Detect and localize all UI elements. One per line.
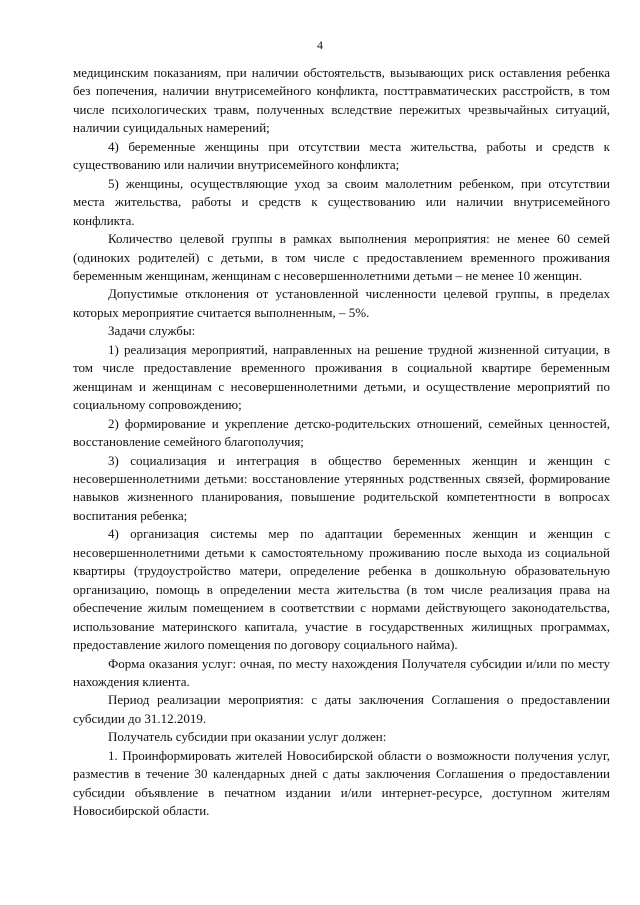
page-number: 4	[317, 38, 323, 52]
paragraph: 1. Проинформировать жителей Новосибирской области о возможности получения услуг, разместив в течение 30 календарных дней с даты заключения Соглашения о предоставлении субсидии объявление в печатном издании и/или интернет-ресурсе, доступном жителям Новосибирской области.	[73, 747, 610, 819]
paragraph: Допустимые отклонения от установленной численности целевой группы, в пределах которых мероприятие считается выполненным, – 5%.	[73, 286, 610, 320]
paragraph: 2) формирование и укрепление детско-родительских отношений, семейных ценностей, восстановление семейного благополучия;	[73, 415, 610, 450]
paragraph: медицинским показаниям, при наличии обстоятельств, вызывающих риск оставления ребенка без попечения, наличии внутрисемейного конфликта, посттравматических расстройств, в том числе психологических травм, полученных вследствие пережитых чрезвычайных ситуаций, наличии суицидальных намерений;	[73, 65, 610, 136]
paragraph: 3) социализация и интеграция в общество беременных женщин и женщин с несовершеннолетними детьми: восстановление утерянных родственных связей, формирование навыков жизненного планирования, повышение родительской компетентности в вопросах воспитания ребенка;	[73, 452, 610, 523]
paragraph: Задачи службы:	[108, 323, 196, 339]
paragraph: 5) женщины, осуществляющие уход за своим малолетним ребенком, при отсутствии места жительства, работы и средств к существованию или наличии внутрисемейного конфликта.	[73, 175, 610, 228]
paragraph: Количество целевой группы в рамках выполнения мероприятия: не менее 60 семей (одиноких родителей) с детьми, в том числе с предоставлением временного проживания беременным женщинам, женщинам с несовершеннолетними детьми – не менее 10 женщин.	[73, 231, 610, 283]
paragraph: 4) беременные женщины при отсутствии места жительства, работы и средств к существованию или наличии внутрисемейного конфликта;	[73, 138, 610, 173]
paragraph: Форма оказания услуг: очная, по месту нахождения Получателя субсидии и/или по месту нахождения клиента.	[73, 655, 610, 689]
paragraph: 4) организация системы мер по адаптации беременных женщин и женщин с несовершеннолетними детьми к самостоятельному проживанию после выхода из социальной квартиры (трудоустройство матери, определение ребенка в дошкольную образовательную организацию, помощь в определении места жительства (в том числе реализация права на обеспечение жилым помещением в соответствии с нормами действующего законодательства, использование материнского капитала, участие в государственных жилищных программах, предоставление жилого помещения по договору социального найма).	[73, 526, 610, 653]
paragraph: 1) реализация мероприятий, направленных на решение трудной жизненной ситуации, в том числе предоставление временного проживания в социальной квартире беременным женщинам и женщинам с несовершеннолетними детьми, и осуществление мероприятий по социальному сопровождению;	[73, 341, 610, 413]
paragraph: Получатель субсидии при оказании услуг должен:	[108, 729, 387, 745]
document-body	[73, 64, 610, 821]
paragraph: Период реализации мероприятия: с даты заключения Соглашения о предоставлении субсидии до 31.12.2019.	[73, 692, 610, 726]
